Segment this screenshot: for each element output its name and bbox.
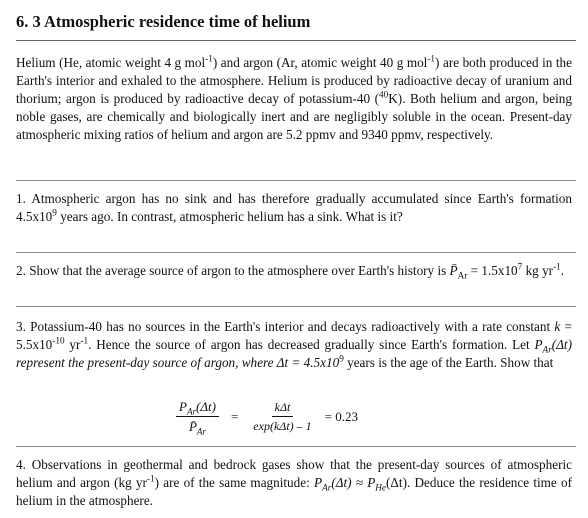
question-1: 1. Atmospheric argon has no sink and has therefore gradually accumulated since Earth's formation $4.5x10^9$ years ago. In contrast, atmospheric helium has a sink. What is it? [16,191,572,224]
equation-equals: = [230,409,239,424]
equation-denominator-1: $P̄_{Ar}$ [188,419,206,437]
equation-numerator-2: kΔt [272,400,294,417]
divider-3 [16,306,576,307]
equation-numerator-1: $P_{Ar}(\Delta t)$ [176,399,219,417]
question-2: 2. Show that the average source of argon to the atmosphere over Earth's history is $P̄_{Ar} = 1.5x10^7$ kg $yr^{-1}$. [16,261,565,281]
divider-1 [16,180,576,181]
divider-4 [16,446,576,447]
question-4: 4. Observations in geothermal and bedrock gases show that the present-day sources of atmospheric helium and argon (kg $yr^{-1}$) are of the same magnitude: $P_{Ar}(\Delta t) \approx P_{He}(\Delta t)$. Deduce the residence time of helium in the atmosphere. [16,457,572,508]
title-rule [16,40,576,41]
equation-denominator-2: exp(kΔt) – 1 [253,419,312,433]
divider-2 [16,252,576,253]
section-title: 6. 3 Atmospheric residence time of helium [16,12,311,31]
question-3: 3. Potassium-40 has no sources in the Earth's interior and decays radioactively with a rate constant $k = 5.5x10^{-10}$ $yr^{-1}$. Hence the source of argon has decreased gradually since Earth's formation. Let $P_{Ar}(\Delta t)$ represent the present-day source of argon, where $\Delta t = 4.5x10^9$ years is the age of the Earth. Show that [16,319,572,370]
intro-paragraph: Helium (He, atomic weight 4 g mol$^{-1}$) and argon (Ar, atomic weight 40 g mol$^{-1}$) are both produced in the Earth's interior and exhaled to the atmosphere. Helium is produced by radioactive decay of uranium and thorium; argon is produced by radioactive decay of potassium-40 ($^{40}$K). Both helium and argon, being noble gases, are chemically and biologically inert and are negligibly soluble in the ocean. Present-day atmospheric mixing ratios of helium and argon are 5.2 ppmv and 9340 ppmv, respectively. [16,53,572,142]
equation-result: = 0.23 [324,409,358,424]
equation-fraction-2 [250,400,314,434]
equation-fraction-1 [176,399,219,435]
equation [172,398,358,436]
